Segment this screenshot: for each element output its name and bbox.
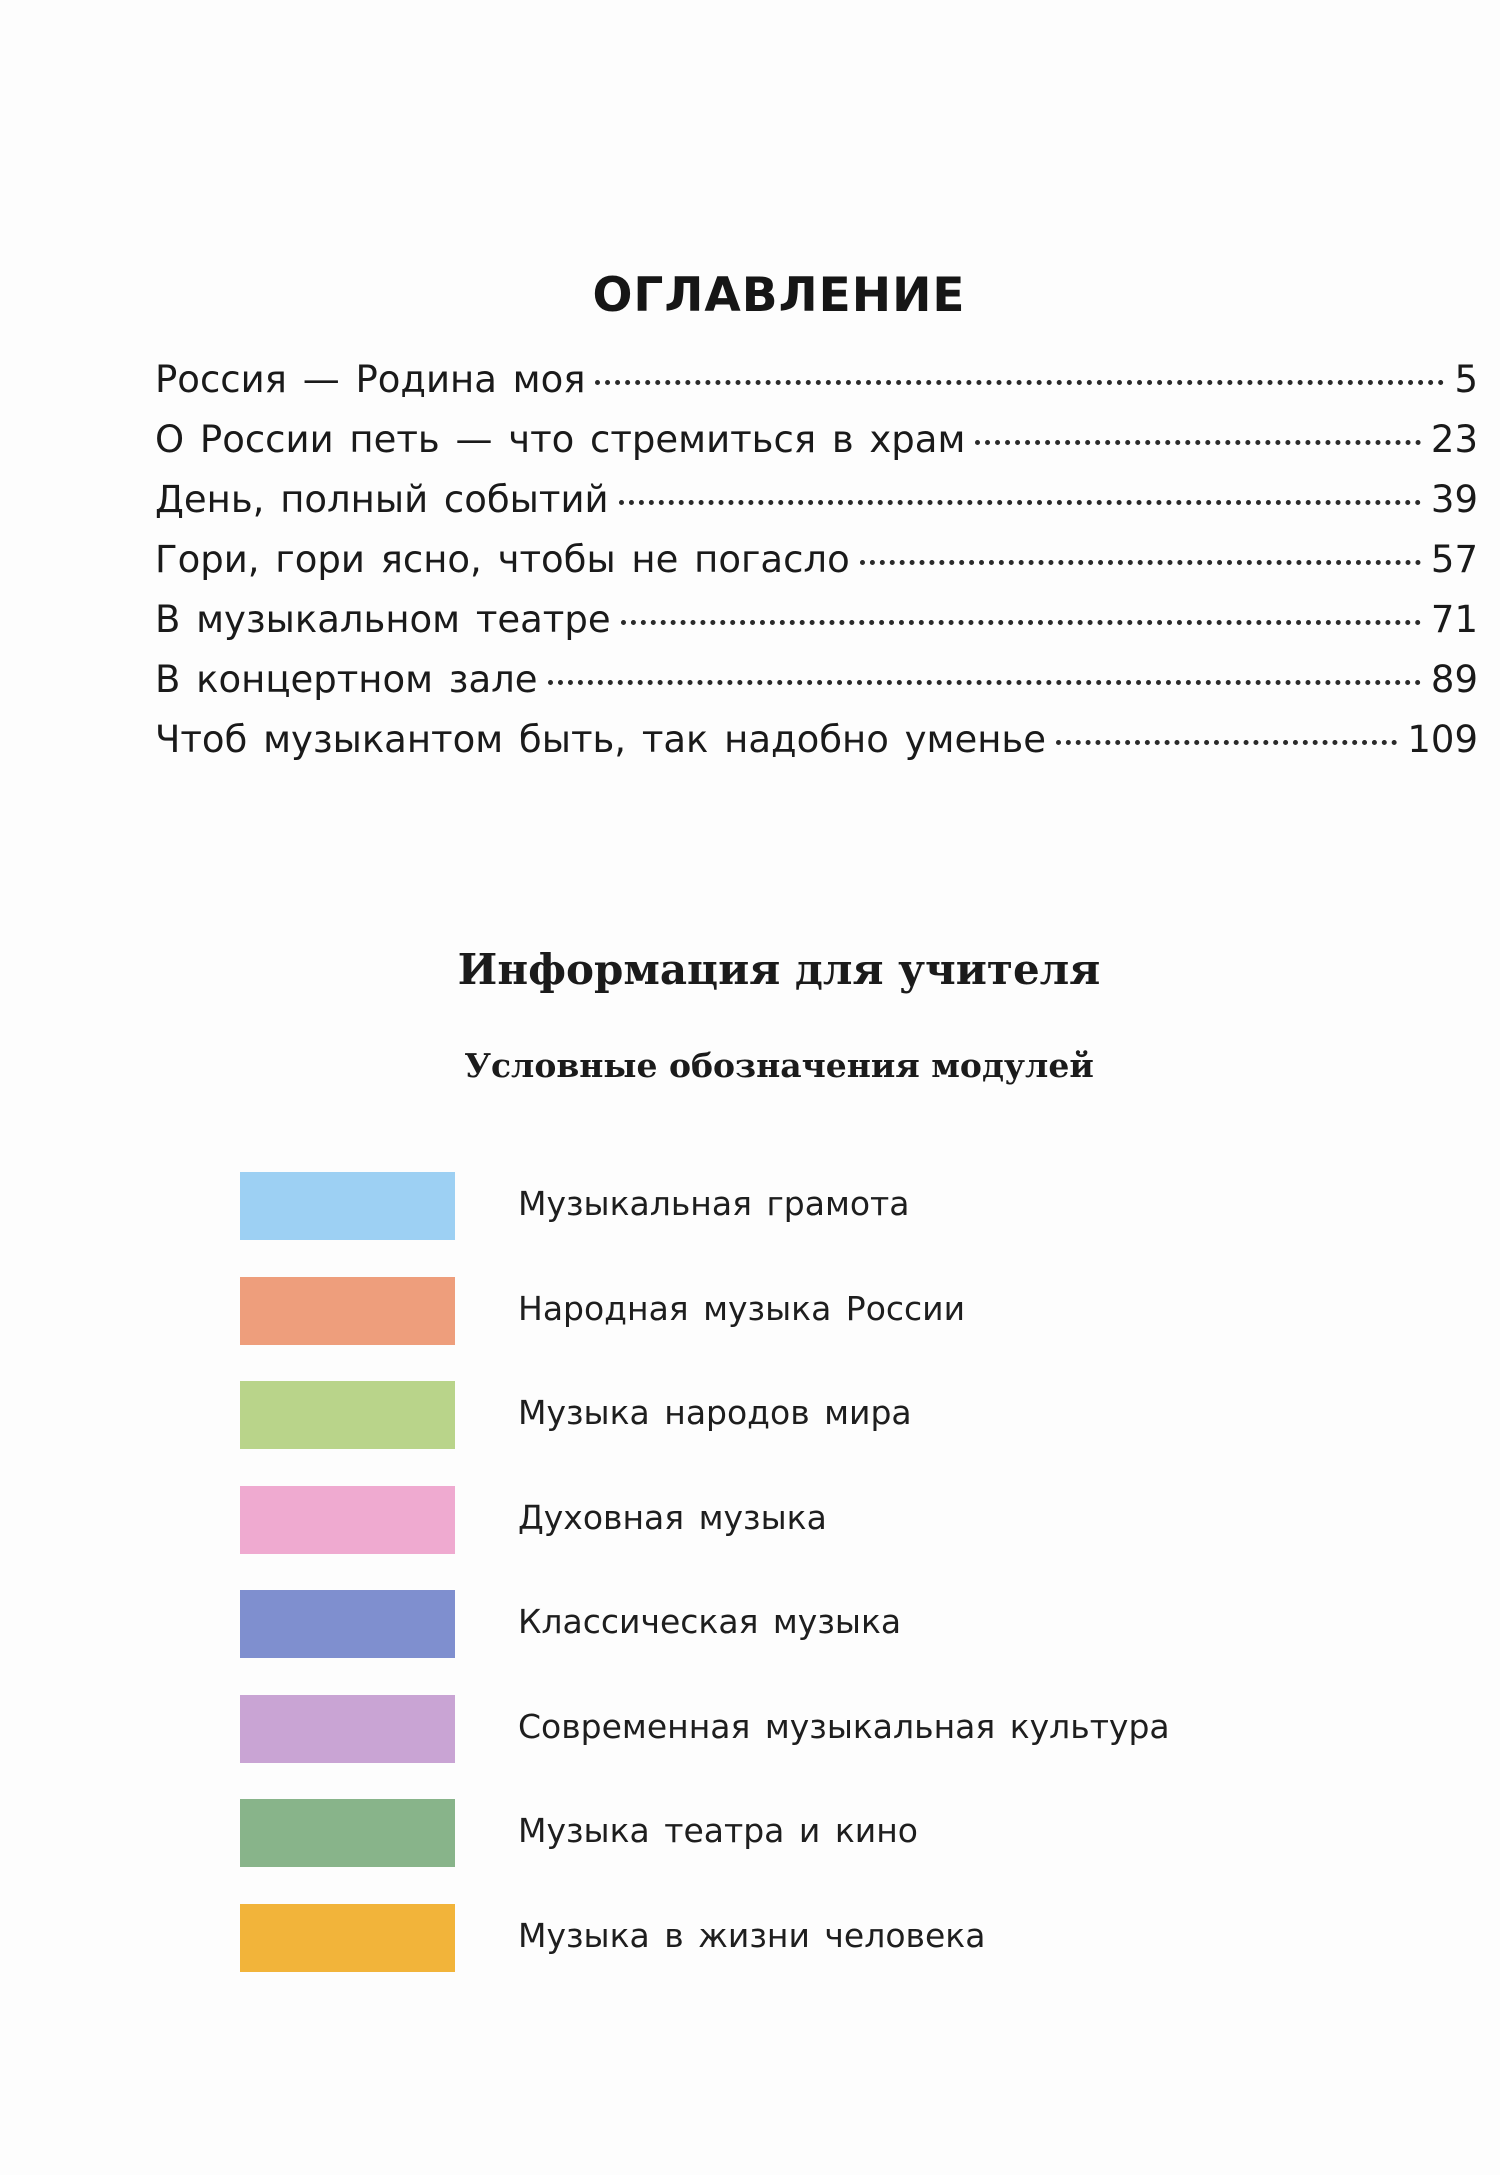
color-swatch xyxy=(240,1381,455,1449)
legend-label: Классическая музыка xyxy=(518,1602,902,1641)
toc-entry-label: В музыкальном театре xyxy=(155,598,611,641)
legend-label: Народная музыка России xyxy=(518,1288,966,1328)
toc-entry-label: День, полный событий xyxy=(155,478,609,521)
toc-entry-page: 71 xyxy=(1430,598,1478,641)
color-swatch xyxy=(240,1172,455,1240)
legend-label: Музыкальная грамота xyxy=(518,1184,910,1223)
toc-entry-page: 57 xyxy=(1430,538,1478,581)
legend-heading: Условные обозначения модулей xyxy=(464,1046,1094,1085)
toc-entry[interactable] xyxy=(155,478,1478,538)
toc-entry[interactable] xyxy=(155,538,1478,598)
toc-entry-page: 39 xyxy=(1430,478,1478,521)
leader-dots xyxy=(860,560,1421,565)
legend-item xyxy=(240,1172,1240,1277)
legend-label: Духовная музыка xyxy=(518,1497,827,1537)
color-swatch xyxy=(240,1695,455,1763)
toc-entry-page: 5 xyxy=(1454,358,1478,401)
legend-item xyxy=(240,1590,1240,1695)
legend-item xyxy=(240,1799,1240,1904)
module-legend xyxy=(240,1172,1240,2008)
toc-entry-label: Россия — Родина моя xyxy=(155,358,586,401)
color-swatch xyxy=(240,1799,455,1867)
color-swatch xyxy=(240,1277,455,1345)
toc-entry[interactable] xyxy=(155,358,1478,418)
legend-label: Современная музыкальная культура xyxy=(518,1706,1170,1746)
toc-entry[interactable] xyxy=(155,598,1478,658)
toc-entry[interactable] xyxy=(155,418,1478,478)
leader-dots xyxy=(595,380,1444,385)
toc-entry[interactable] xyxy=(155,718,1478,778)
toc-entry-page: 89 xyxy=(1430,658,1478,701)
legend-item xyxy=(240,1486,1240,1591)
toc-entry-label: О России петь — что стремиться в храм xyxy=(155,418,966,461)
teacher-info-heading: Информация для учителя xyxy=(457,945,1101,994)
legend-label: Музыка народов мира xyxy=(518,1393,912,1432)
toc-entry-page: 23 xyxy=(1430,418,1478,461)
legend-item xyxy=(240,1381,1240,1486)
toc-list xyxy=(155,358,1478,778)
legend-label: Музыка в жизни человека xyxy=(518,1915,986,1955)
leader-dots xyxy=(548,680,1421,685)
toc-entry-label: Гори, гори ясно, чтобы не погасло xyxy=(155,538,850,581)
legend-item xyxy=(240,1904,1240,2009)
toc-entry-label: В концертном зале xyxy=(155,658,538,701)
toc-entry-label: Чтоб музыкантом быть, так надобно уменье xyxy=(155,718,1046,761)
color-swatch xyxy=(240,1904,455,1972)
leader-dots xyxy=(975,440,1421,445)
leader-dots xyxy=(619,500,1421,505)
toc-entry[interactable] xyxy=(155,658,1478,718)
legend-label: Музыка театра и кино xyxy=(518,1811,918,1850)
legend-item xyxy=(240,1695,1240,1800)
color-swatch xyxy=(240,1486,455,1554)
legend-item xyxy=(240,1277,1240,1382)
leader-dots xyxy=(621,620,1421,625)
toc-title: ОГЛАВЛЕНИЕ xyxy=(592,268,966,323)
toc-entry-page: 109 xyxy=(1407,718,1478,761)
color-swatch xyxy=(240,1590,455,1658)
leader-dots xyxy=(1056,740,1397,745)
